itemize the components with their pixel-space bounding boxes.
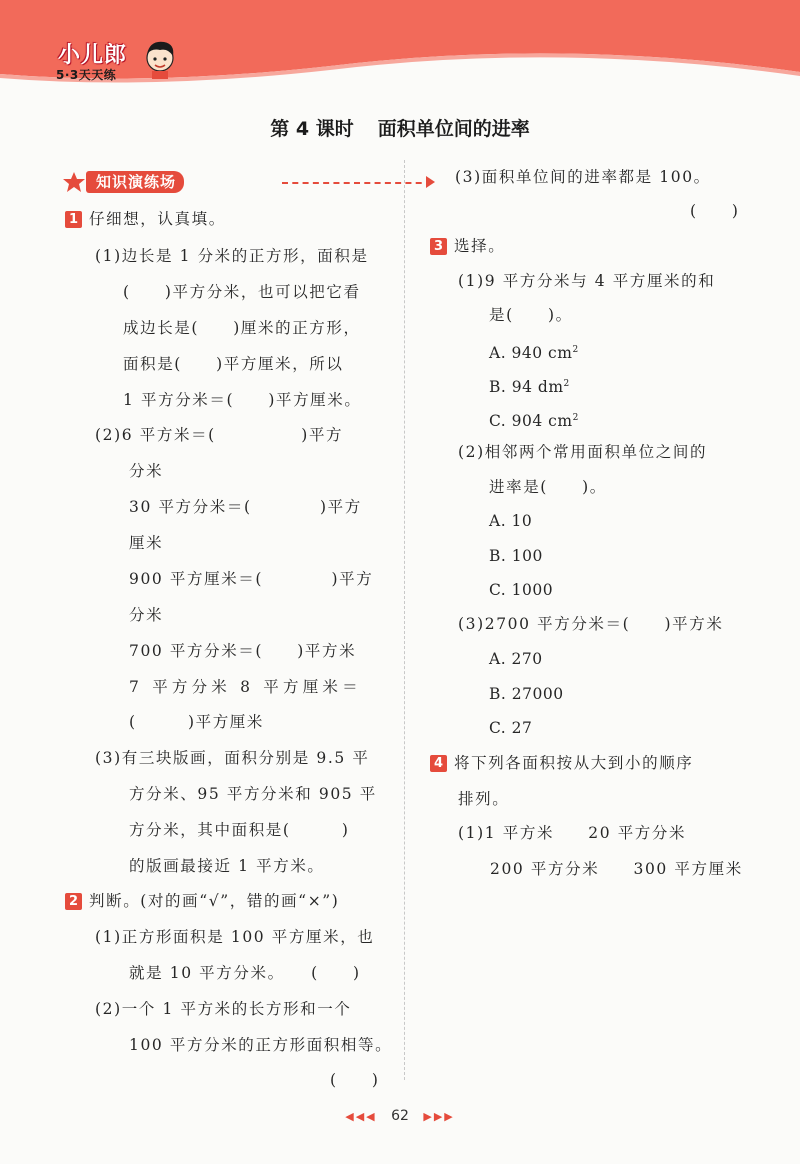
q3-2-option-c: C. 1000 xyxy=(489,581,554,599)
q1-1-line-3: 成边长是( )厘米的正方形， xyxy=(123,319,361,337)
logo-subtitle: 5·3天天练 xyxy=(56,68,117,82)
page-footer xyxy=(0,1108,800,1124)
lesson-number: 第 4 课时 xyxy=(270,118,354,140)
q1-2-line-5: 900 平方厘米＝( )平方 xyxy=(129,570,374,588)
logo-title: 小儿郎 xyxy=(58,43,128,68)
q3-3-option-a: A. 270 xyxy=(489,650,543,668)
q3-1-option-c: C. 904 $cm^2$ xyxy=(489,412,579,431)
q1-3-line-4: 的版画最接近 1 平方米。 xyxy=(129,857,325,875)
q2-1-line-2: 就是 10 平方分米。 ( ) xyxy=(129,964,361,982)
q3-1-option-a: A. 940 $cm^2$ xyxy=(489,344,579,363)
q3-2-option-a: A. 10 xyxy=(489,512,533,530)
q2-3-line-1: (3)面积单位间的进率都是 100。 xyxy=(455,168,711,186)
q2-2-line-2: 100 平方分米的正方形面积相等。 xyxy=(129,1036,393,1054)
q3-2-option-b: B. 100 xyxy=(489,547,543,565)
q1-2-line-8: 7 平方分米 8 平方厘米＝ xyxy=(129,678,362,696)
q3-1-option-b: B. 94 $dm^2$ xyxy=(489,378,570,397)
q4-title: 4 将下列各面积按从大到小的顺序 xyxy=(430,752,693,774)
q1-2-line-2: 分米 xyxy=(129,462,164,480)
q4-1-line-2: 200 平方分米 300 平方厘米 xyxy=(490,860,743,878)
lesson-name: 面积单位间的进率 xyxy=(377,118,530,140)
q1-2-line-4: 厘米 xyxy=(129,534,164,552)
q1-number-badge: 1 xyxy=(65,211,82,228)
brand-logo xyxy=(50,36,180,96)
q2-title: 2 判断。(对的画“√”，错的画“×”) xyxy=(65,890,339,912)
q4-number-badge: 4 xyxy=(430,755,447,772)
q1-2-line-7: 700 平方分米＝( )平方米 xyxy=(129,642,357,660)
q1-1-line-1: (1)边长是 1 分米的正方形，面积是 xyxy=(95,247,369,265)
pencil-star-icon xyxy=(62,171,86,193)
right-arrows-icon: ▶▶▶ xyxy=(423,1110,455,1123)
q1-3-line-2: 方分米、95 平方分米和 905 平 xyxy=(129,785,377,803)
lesson-title xyxy=(0,114,800,141)
q1-2-line-6: 分米 xyxy=(129,606,164,624)
section-label: 知识演练场 xyxy=(86,171,184,193)
q1-1-line-5: 1 平方分米＝( )平方厘米。 xyxy=(123,391,362,409)
q1-2-line-9: ( )平方厘米 xyxy=(129,713,264,731)
q3-2-line-2: 进率是( )。 xyxy=(489,478,607,496)
q3-number-badge: 3 xyxy=(430,238,447,255)
q1-title: 1 仔细想，认真填。 xyxy=(65,208,226,230)
q4-1-line-1: (1)1 平方米 20 平方分米 xyxy=(458,824,687,842)
q1-2-line-3: 30 平方分米＝( )平方 xyxy=(129,498,362,516)
q2-3-answer-blank: ( ) xyxy=(690,202,740,220)
q3-2-line-1: (2)相邻两个常用面积单位之间的 xyxy=(458,443,708,461)
q1-3-line-3: 方分米，其中面积是( ) xyxy=(129,821,350,839)
q3-title: 3 选择。 xyxy=(430,235,505,257)
q2-number-badge: 2 xyxy=(65,893,82,910)
page-number: 62 xyxy=(391,1108,409,1124)
q2-2-answer-blank: ( ) xyxy=(330,1071,380,1089)
column-divider xyxy=(404,160,405,1080)
q4-line-2: 排列。 xyxy=(458,790,510,808)
q1-1-line-4: 面积是( )平方厘米，所以 xyxy=(123,355,344,373)
q2-2-line-1: (2)一个 1 平方米的长方形和一个 xyxy=(95,1000,352,1018)
q3-1-line-1: (1)9 平方分米与 4 平方厘米的和 xyxy=(458,272,716,290)
q3-1-line-2: 是( )。 xyxy=(489,306,573,324)
section-header xyxy=(62,169,382,197)
section-dash-line xyxy=(282,182,432,184)
q1-1-line-2: ( )平方分米，也可以把它看 xyxy=(123,283,361,301)
q3-3-option-b: B. 27000 xyxy=(489,685,564,703)
q3-3-option-c: C. 27 xyxy=(489,719,533,737)
q3-3-line-1: (3)2700 平方分米＝( )平方米 xyxy=(458,615,724,633)
q1-3-line-1: (3)有三块版画，面积分别是 9.5 平 xyxy=(95,749,370,767)
left-arrows-icon: ◀◀◀ xyxy=(345,1110,377,1123)
q2-1-line-1: (1)正方形面积是 100 平方厘米，也 xyxy=(95,928,375,946)
mascot-boy-icon xyxy=(142,38,178,80)
q1-2-line-1: (2)6 平方米＝( )平方 xyxy=(95,426,344,444)
section-arrow-icon xyxy=(426,176,435,188)
